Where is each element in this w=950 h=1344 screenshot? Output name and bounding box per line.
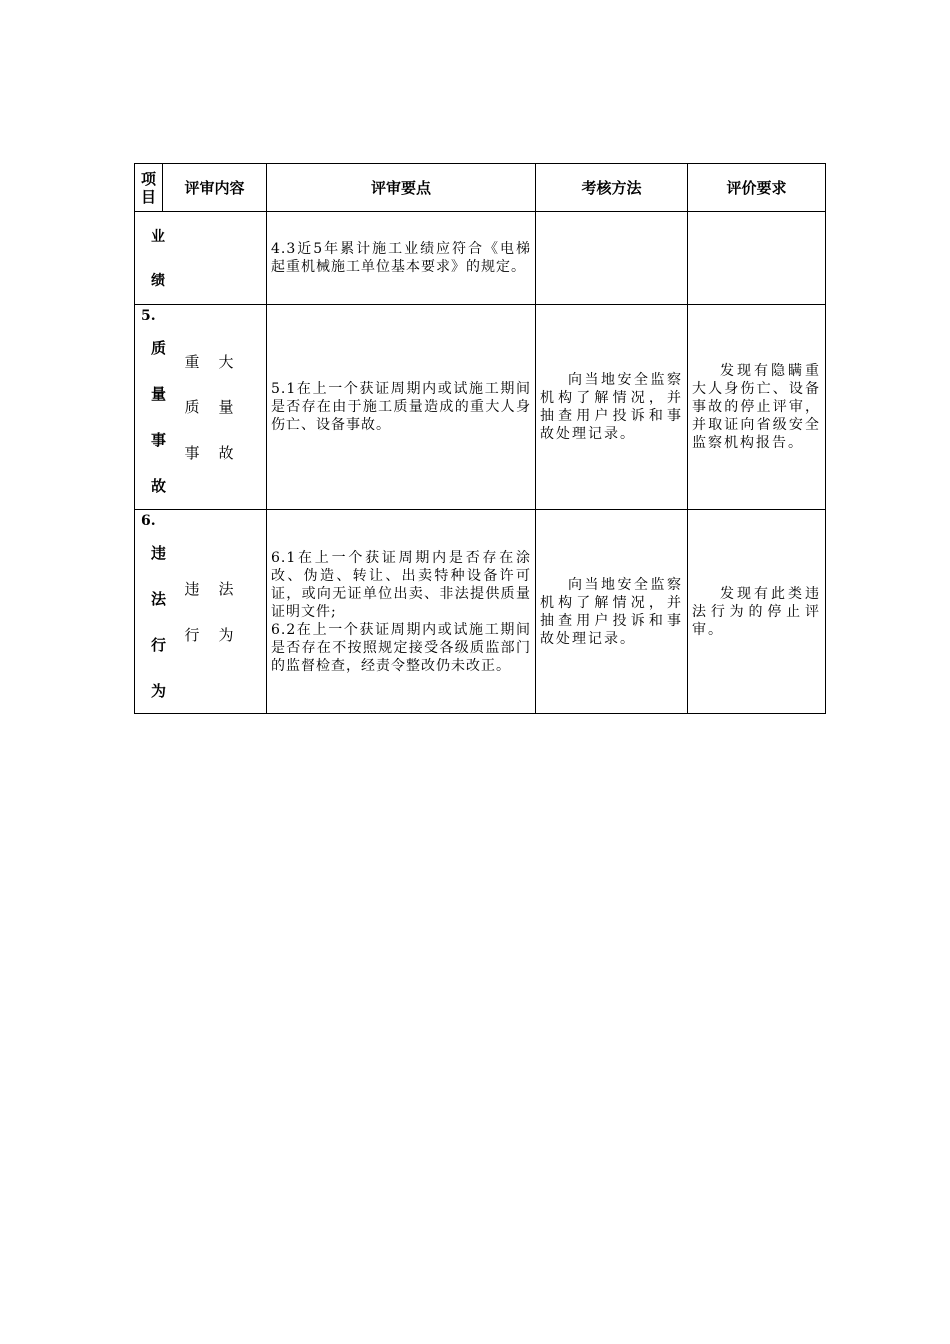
content-char: 故 bbox=[218, 444, 234, 462]
method-cell bbox=[536, 510, 688, 714]
item-char: 量 bbox=[151, 385, 167, 403]
requirement-cell bbox=[688, 305, 826, 510]
item-cell bbox=[135, 305, 167, 510]
item-char: 行 bbox=[151, 636, 167, 654]
item-char: 法 bbox=[151, 590, 167, 608]
content-char: 大 bbox=[218, 353, 234, 371]
table-row bbox=[135, 510, 826, 714]
item-char: 绩 bbox=[151, 273, 165, 289]
table-row bbox=[135, 212, 826, 305]
points-text-1: 6.1在上一个获证周期内是否存在涂改、伪造、转让、出卖特种设备许可证，或向无证单位出卖、非法提供质量证明文件; bbox=[271, 549, 531, 620]
method-cell bbox=[536, 212, 688, 305]
points-text: 5.1在上一个获证周期内或试施工期间是否存在由于施工质量造成的重大人身伤亡、设备事故。 bbox=[271, 381, 531, 433]
points-cell bbox=[267, 305, 536, 510]
header-item-line1: 项 bbox=[140, 169, 156, 188]
content-char: 为 bbox=[218, 626, 234, 644]
header-content: 评审内容 bbox=[163, 164, 267, 212]
requirement-text: 发现有此类违法行为的停止评审。 bbox=[692, 585, 821, 638]
method-cell bbox=[536, 305, 688, 510]
requirement-cell bbox=[688, 212, 826, 305]
header-points: 评审要点 bbox=[267, 164, 536, 212]
content-char: 质 bbox=[184, 398, 200, 416]
points-text: 4.3近5年累计施工业绩应符合《电梯起重机械施工单位基本要求》的规定。 bbox=[271, 241, 531, 275]
item-char: 业 bbox=[151, 229, 165, 245]
content-cell bbox=[163, 510, 267, 714]
item-number: 5. bbox=[141, 308, 156, 324]
header-item-line2: 目 bbox=[140, 187, 156, 206]
method-text: 向当地安全监察机构了解情况，并抽查用户投诉和事故处理记录。 bbox=[540, 372, 683, 442]
content-cell bbox=[163, 305, 267, 510]
header-row bbox=[135, 164, 826, 212]
content-char: 行 bbox=[184, 626, 200, 644]
table-row bbox=[135, 305, 826, 510]
item-cell bbox=[135, 510, 167, 714]
points-text-2: 6.2在上一个获证周期内或试施工期间是否存在不按照规定接受各级质监部门的监督检查，经责令整改仍未改正。 bbox=[271, 621, 531, 674]
header-item bbox=[135, 164, 163, 212]
content-char: 法 bbox=[218, 580, 234, 598]
points-cell bbox=[267, 510, 536, 714]
item-char: 质 bbox=[151, 339, 167, 357]
points-cell bbox=[267, 212, 536, 305]
content-char: 量 bbox=[218, 398, 234, 416]
content-char: 重 bbox=[184, 353, 200, 371]
content-cell bbox=[163, 212, 267, 305]
header-method: 考核方法 bbox=[536, 164, 688, 212]
item-char: 违 bbox=[151, 544, 167, 562]
requirement-text: 发现有隐瞒重大人身伤亡、设备事故的停止评审，并取证向省级安全监察机构报告。 bbox=[692, 363, 821, 451]
item-char: 故 bbox=[151, 477, 167, 495]
content-char: 违 bbox=[184, 580, 200, 598]
method-text: 向当地安全监察机构了解情况，并抽查用户投诉和事故处理记录。 bbox=[540, 576, 683, 647]
item-cell bbox=[135, 212, 163, 305]
review-table bbox=[134, 163, 826, 714]
header-requirement: 评价要求 bbox=[688, 164, 826, 212]
content-char: 事 bbox=[184, 444, 200, 462]
item-char: 事 bbox=[151, 431, 167, 449]
item-number: 6. bbox=[141, 513, 156, 529]
requirement-cell bbox=[688, 510, 826, 714]
item-char: 为 bbox=[151, 682, 167, 700]
